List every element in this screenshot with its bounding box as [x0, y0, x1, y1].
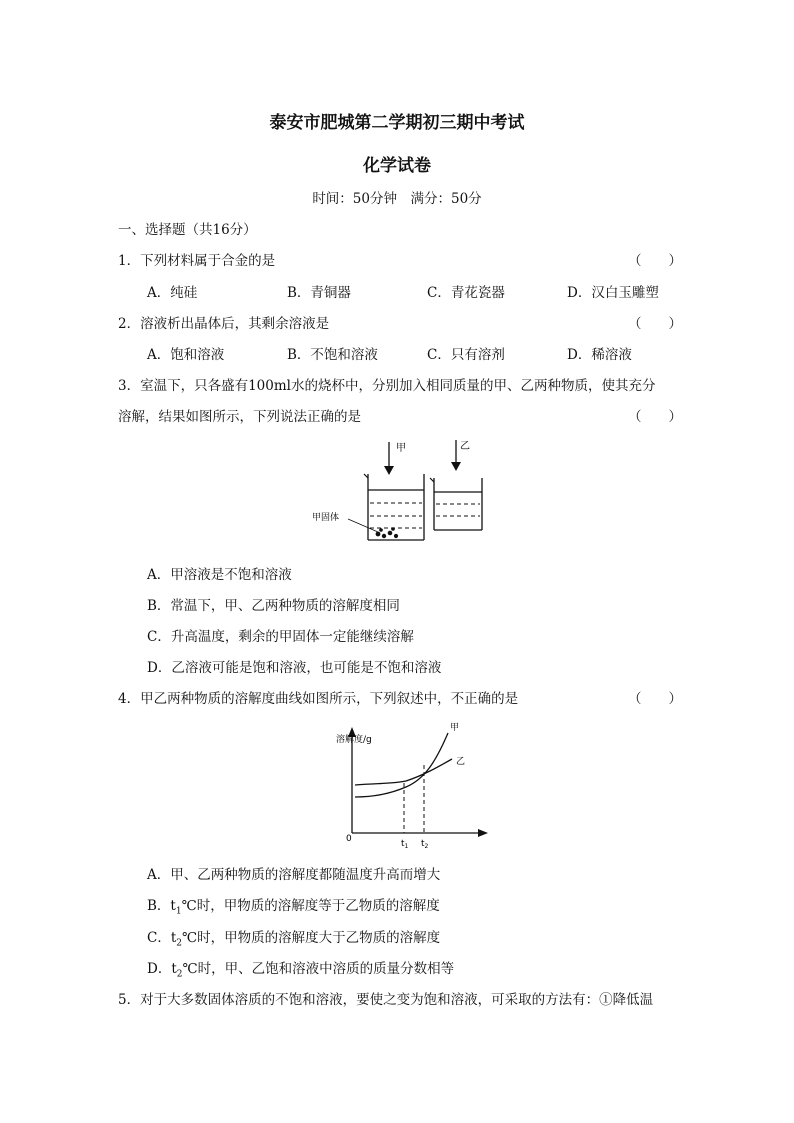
q3-answer-paren: （ ） — [628, 409, 682, 425]
label-jia: 甲 — [396, 443, 406, 454]
label-yi: 乙 — [460, 441, 470, 452]
solid-pointer-line — [348, 519, 378, 532]
q3-option-d: D．乙溶液可能是饱和溶液，也可能是不饱和溶液 — [147, 660, 442, 676]
exam-info: 时间：50分钟 满分：50分 — [312, 191, 482, 207]
q2-stem: 2．溶液析出晶体后，其剩余溶液是 — [118, 316, 330, 332]
arrow-yi-head — [451, 462, 461, 471]
beaker-figure — [310, 436, 500, 548]
q2-option-c: C．只有溶剂 — [427, 347, 505, 363]
q4-option-b: B．$t_1℃$时，甲物质的溶解度等于乙物质的溶解度 — [147, 898, 440, 917]
q4-option-a: A．甲、乙两种物质的溶解度都随温度升高而增大 — [147, 867, 441, 883]
exam-subtitle: 化学试卷 — [363, 156, 431, 176]
label-solid: 甲固体 — [312, 513, 340, 523]
curve-jia-label: 甲 — [450, 723, 460, 733]
t2-label: $t_2$ — [421, 839, 429, 849]
exam-title: 泰安市肥城第二学期初三期中考试 — [269, 113, 525, 133]
q2-answer-paren: （ ） — [628, 316, 682, 332]
q3-stem-line1: 3．室温下，只各盛有100ml水的烧杯中，分别加入相同质量的甲、乙两种物质，使其充分 — [118, 378, 656, 394]
q1-option-a: A．纯硅 — [147, 285, 198, 301]
q1-stem: 1．下列材料属于合金的是 — [118, 253, 276, 269]
q5-stem: 5．对于大多数固体溶质的不饱和溶液，要使之变为饱和溶液，可采取的方法有：①降低温 — [118, 992, 654, 1008]
q2-option-b: B．不饱和溶液 — [287, 347, 378, 363]
origin-label: 0 — [346, 834, 352, 844]
q2-option-d: D．稀溶液 — [567, 347, 632, 363]
q3-option-a: A．甲溶液是不饱和溶液 — [147, 567, 292, 583]
q4-option-d: D．$t_2℃$时，甲、乙饱和溶液中溶质的质量分数相等 — [147, 961, 455, 980]
q3-stem-line2: 溶解，结果如图所示，下列说法正确的是 — [118, 409, 361, 425]
solid-particles — [376, 527, 399, 538]
q1-option-c: C．青花瓷器 — [427, 285, 505, 301]
y-axis-label: 溶解度/g — [336, 735, 372, 745]
solubility-figure — [330, 717, 490, 849]
section-heading: 一、选择题（共16分） — [118, 222, 257, 238]
beaker-yi — [430, 478, 482, 530]
arrow-jia-head — [384, 466, 394, 475]
q1-option-b: B．青铜器 — [287, 285, 351, 301]
q4-option-c: C．$t_2℃$时，甲物质的溶解度大于乙物质的溶解度 — [147, 930, 441, 949]
q1-answer-paren: （ ） — [628, 253, 682, 269]
q1-option-d: D．汉白玉雕塑 — [567, 285, 659, 301]
curve-yi — [355, 759, 452, 785]
q3-option-c: C．升高温度，剩余的甲固体一定能继续溶解 — [147, 629, 414, 645]
q3-option-b: B．常温下，甲、乙两种物质的溶解度相同 — [147, 598, 400, 614]
q2-option-a: A．饱和溶液 — [147, 347, 225, 363]
x-axis-arrow — [478, 829, 488, 837]
q4-stem: 4．甲乙两种物质的溶解度曲线如图所示，下列叙述中，不正确的是 — [118, 691, 519, 707]
t1-label: $t_1$ — [401, 839, 409, 849]
curve-yi-label: 乙 — [456, 757, 466, 767]
q4-answer-paren: （ ） — [628, 691, 682, 707]
